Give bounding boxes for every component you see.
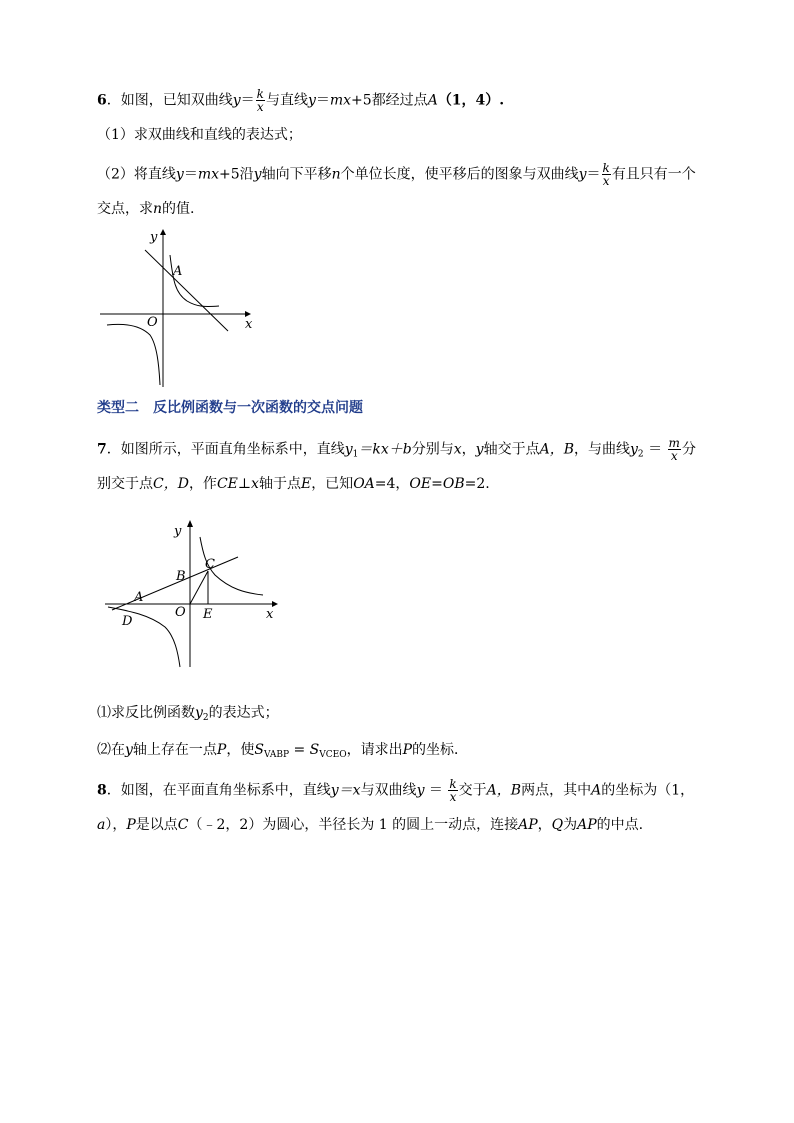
q6-figure xyxy=(95,225,265,395)
q8-line2: a），P是以点C（﹣2，2）为圆心，半径长为 1 的圆上一动点，连接AP，Q为AP的中点. xyxy=(97,817,644,833)
label-O: O xyxy=(147,315,158,330)
label-B: B xyxy=(176,569,186,584)
q6-part1: （1）求双曲线和直线的表达式； xyxy=(97,127,302,143)
q6-text: ．如图，已知双曲线 xyxy=(106,92,233,109)
label-O: O xyxy=(175,605,186,620)
fraction-m-x: $\frac{m}{x}$ xyxy=(668,436,680,463)
q6-part2-line2: 交点，求n的值. xyxy=(97,201,195,217)
section-heading: 类型二 反比例函数与一次函数的交点问题 xyxy=(97,400,363,416)
q6-number: 6 xyxy=(97,92,107,109)
hyperbola-branch-2 xyxy=(107,324,160,385)
q7-line2: 别交于点C，D，作CE⊥x轴于点E，已知OA=4，OE=OB=2. xyxy=(97,476,490,492)
q7-line1: 7．如图所示，平面直角坐标系中，直线$y_1=kx+b$分别与x，y轴交于点A，B，与曲线$y_2$ ＝ $\frac{m}{x}$ 分 xyxy=(97,436,696,463)
label-A: A xyxy=(134,590,144,605)
q6-line1: 6．如图，已知双曲线y＝ $\frac{k}{x}$ 与直线y＝mx+5都经过点A（1，4）. xyxy=(97,87,505,114)
label-x: x xyxy=(245,317,253,332)
label-y: y xyxy=(174,524,182,539)
q7-part1: ⑴求反比例函数$y_2$的表达式； xyxy=(97,705,279,723)
q7-part2: ⑵在y轴上存在一点P，使$S_{VABP} = S_{VCEO}$，请求出P的坐标． xyxy=(97,742,468,760)
q8-line1: 8．如图，在平面直角坐标系中，直线y＝x与双曲线y ＝ $\frac{k}{x}$ 交于A，B两点，其中A的坐标为（1， xyxy=(97,777,695,804)
y-axis-arrow xyxy=(187,520,193,527)
label-D: D xyxy=(122,614,133,629)
label-x: x xyxy=(266,607,274,622)
q8-number: 8 xyxy=(97,782,107,799)
label-A: A xyxy=(173,264,183,279)
label-y: y xyxy=(150,230,158,245)
fraction-k-x: $\frac{k}{x}$ xyxy=(449,777,457,804)
label-E: E xyxy=(203,607,213,622)
label-C: C xyxy=(205,557,215,572)
q6-part2-line1: （2）将直线y＝mx+5沿y轴向下平移n个单位长度，使平移后的图象与双曲线y＝ $\frac{k}{x}$ 有且只有一个 xyxy=(97,161,696,188)
q7-number: 7 xyxy=(97,441,107,458)
y-axis-arrow xyxy=(160,229,166,235)
line-y1 xyxy=(112,557,238,610)
hyperbola-branch-2 xyxy=(108,607,180,667)
fraction-k-x: $\frac{k}{x}$ xyxy=(602,161,610,188)
q7-figure xyxy=(100,515,290,675)
fraction-k-x: $\frac{k}{x}$ xyxy=(256,87,264,114)
